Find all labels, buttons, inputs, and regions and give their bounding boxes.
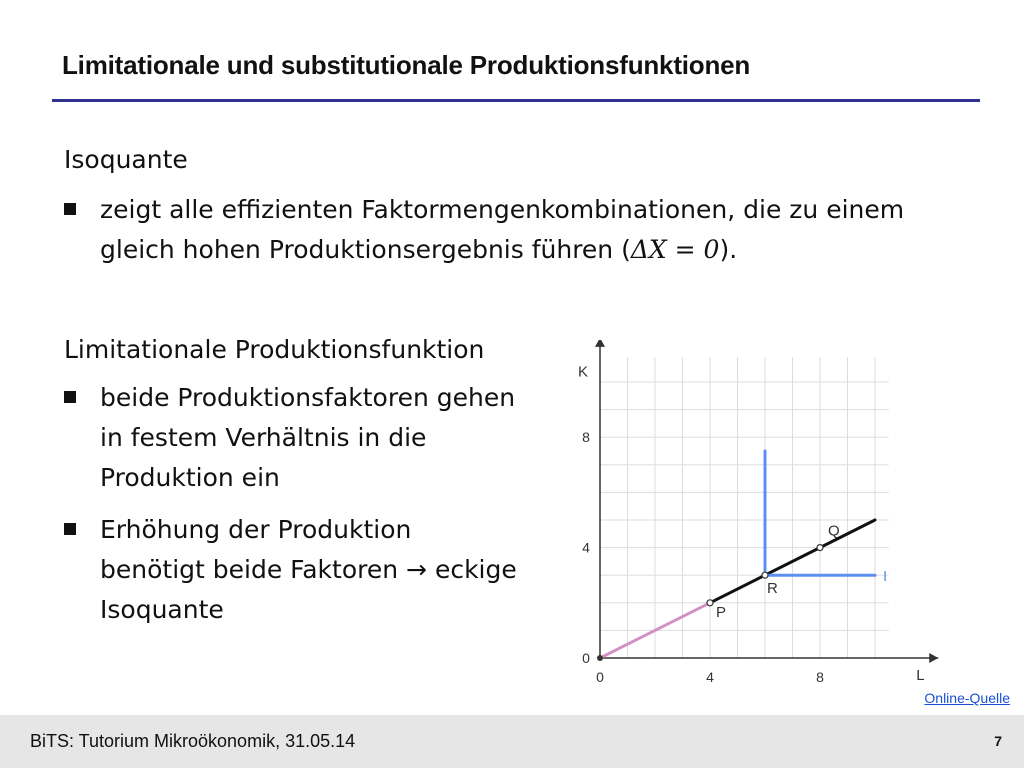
limitational-bullet-1-text: beide Produktionsfaktoren gehen in festem Verhältnis in die Produktion ein bbox=[100, 383, 516, 492]
bullet-square-icon bbox=[64, 391, 76, 403]
isoquant-bullet bbox=[64, 190, 920, 270]
origin-point-marker bbox=[597, 655, 603, 661]
y-axis-arrow-icon bbox=[595, 340, 605, 347]
x-tick-label: 0 bbox=[596, 669, 604, 685]
page-number: 7 bbox=[994, 733, 1002, 749]
point-marker-r bbox=[762, 572, 768, 578]
y-tick-label: 4 bbox=[582, 539, 590, 556]
y-tick-label: 0 bbox=[582, 650, 590, 666]
point-marker-q bbox=[817, 545, 823, 551]
right-arrow-icon: → bbox=[406, 555, 427, 584]
slide-title: Limitationale und substitutionale Produktionsfunktionen bbox=[62, 50, 751, 80]
limitational-bullet-2 bbox=[64, 510, 520, 630]
point-label-p: P bbox=[716, 603, 727, 621]
isoquant-heading: Isoquante bbox=[64, 145, 188, 174]
bullet-square-icon bbox=[64, 203, 76, 215]
point-label-r: R bbox=[767, 580, 778, 598]
point-marker-p bbox=[707, 600, 713, 606]
delta-x-formula: ΔX = 0 bbox=[630, 235, 720, 264]
y-tick-label: 8 bbox=[582, 429, 590, 446]
title-divider bbox=[52, 99, 980, 102]
y-axis-label: K bbox=[578, 363, 589, 381]
x-axis-label: L bbox=[916, 667, 925, 684]
isoquant-chart bbox=[560, 340, 960, 690]
limitational-heading: Limitationale Produktionsfunktion bbox=[64, 335, 485, 364]
online-source-link[interactable]: Online-Quelle bbox=[924, 690, 1010, 706]
x-tick-label: 4 bbox=[706, 669, 714, 685]
isoquant-label: I bbox=[883, 568, 888, 586]
limitational-bullet-2-text: Erhöhung der Produktion benötigt beide Faktoren bbox=[100, 515, 412, 584]
footer-text: BiTS: Tutorium Mikroökonomik, 31.05.14 bbox=[30, 731, 356, 751]
isoquant-bullet-closing: ). bbox=[719, 235, 738, 264]
point-label-q: Q bbox=[828, 522, 840, 540]
x-axis-arrow-icon bbox=[929, 653, 938, 663]
bullet-square-icon bbox=[64, 523, 76, 535]
footer-bar bbox=[0, 715, 1024, 768]
limitational-bullet-2-end: eckige Isoquante bbox=[100, 555, 517, 624]
limitational-bullet-1 bbox=[64, 378, 520, 498]
isoquant-bullet-text: zeigt alle effizienten Faktormengenkombinationen, die zu einem gleich hohen Produktionsergebnis führen ( bbox=[100, 195, 905, 264]
x-tick-label: 8 bbox=[816, 669, 824, 685]
